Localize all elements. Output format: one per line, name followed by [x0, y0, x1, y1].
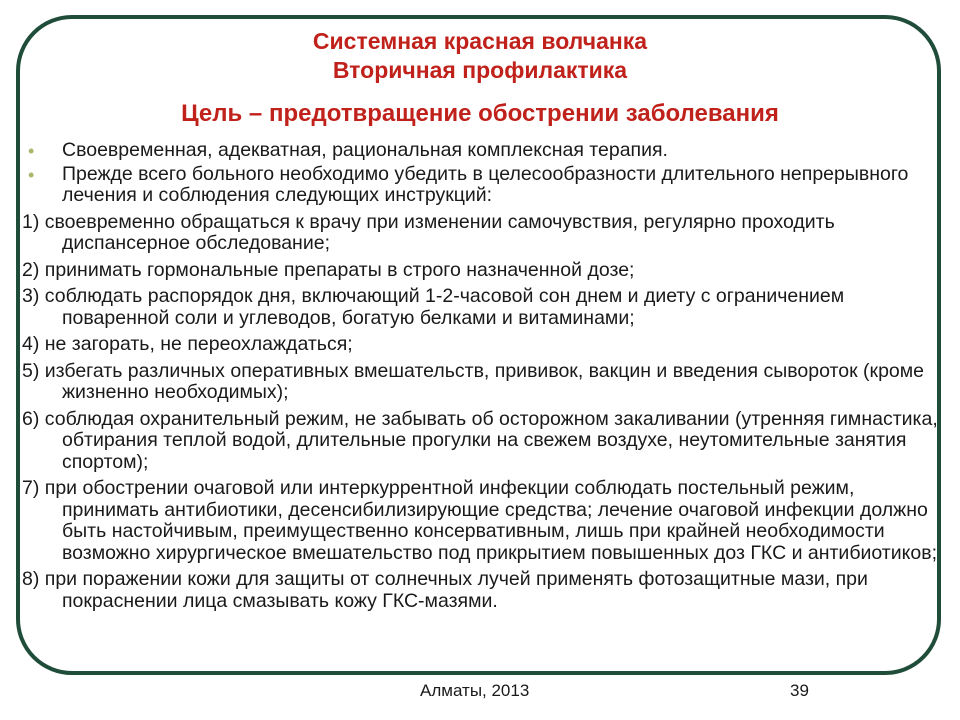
list-item: 2) принимать гормональные препараты в строго назначенной дозе;	[22, 258, 635, 281]
bullet-text: Своевременная, адекватная, рациональная комплексная терапия.	[62, 139, 668, 161]
list-item: 6) соблюдая охранительный режим, не забывать об осторожном закаливании (утренняя гимнастика, обтирания теплой водой, длительные прогулки на свежем воздухе, неутомительные занятия спортом);	[22, 407, 938, 473]
list-item: 5) избегать различных оперативных вмешательств, прививок, вакцин и введения сывороток (кроме жизненно необходимых);	[22, 359, 925, 403]
list-item: 1) своевременно обращаться к врачу при изменении самочувствия, регулярно проходить диспансерное обследование;	[22, 210, 835, 254]
slide-subtitle: Вторичная профилактика	[332, 57, 628, 83]
slide-title: Системная красная волчанка	[312, 28, 648, 54]
bullet-item	[22, 140, 942, 162]
bullet-dot-icon: •	[28, 141, 35, 161]
footer-city: Алматы, 2013	[420, 681, 530, 700]
bullet-text: Прежде всего больного необходимо убедить в целесообразности длительного непрерывного лечения и соблюдения следующих инструкций:	[62, 162, 909, 206]
bullet-item	[22, 164, 942, 207]
page-number: 39	[790, 681, 809, 700]
bullet-dot-icon: •	[28, 164, 35, 185]
slide-content	[22, 140, 942, 612]
slide-goal-heading: Цель – предотвращение обострении заболевания	[181, 100, 779, 127]
list-item: 8) при поражении кожи для защиты от солнечных лучей применять фотозащитные мази, при покраснении лица смазывать кожу ГКС-мазями.	[22, 568, 868, 612]
list-item: 7) при обострении очаговой или интеркуррентной инфекции соблюдать постельный режим, принимать антибиотики, десенсибилизирующие средства; лечение очаговой инфекции должно быть настойчивым, преимущественно консервативным, лишь при крайней необходимости возможно хирургическое вмешательство под прикрытием повышенных доз ГКС и антибиотиков;	[22, 477, 937, 564]
list-item: 4) не загорать, не переохлаждаться;	[22, 333, 353, 355]
list-item: 3) соблюдать распорядок дня, включающий 1-2-часовой сон днем и диету с ограничением поваренной соли и углеводов, богатую белками и витаминами;	[22, 285, 845, 329]
